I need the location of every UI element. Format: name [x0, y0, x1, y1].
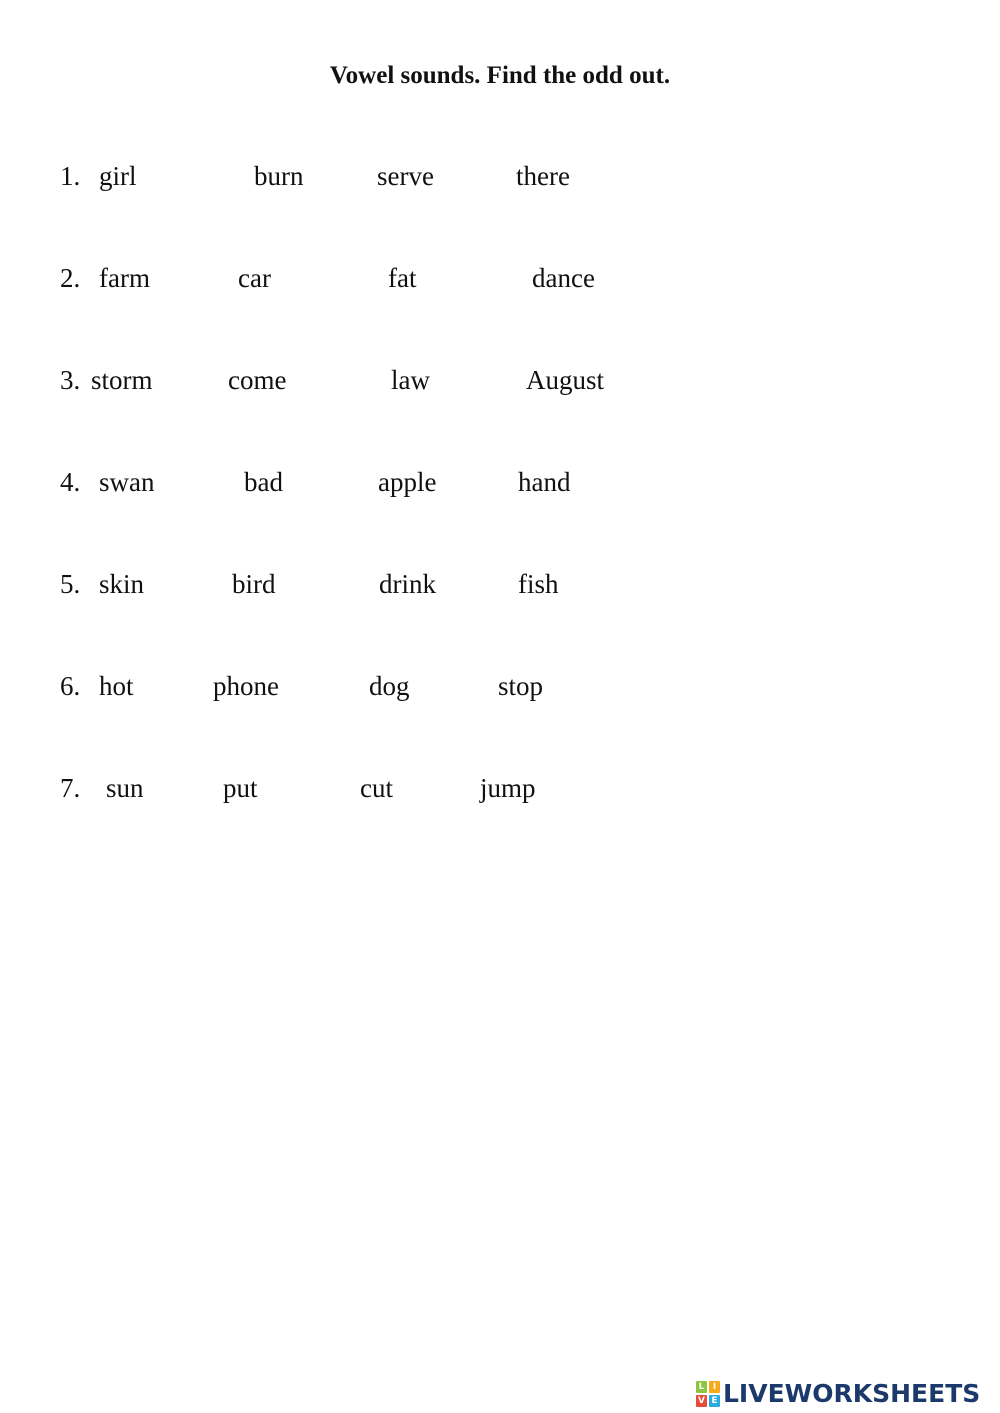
question-row — [0, 362, 1000, 398]
word-option: farm — [99, 263, 150, 293]
question-row — [0, 260, 1000, 296]
word-option: storm — [91, 365, 153, 395]
logo-tile-e: E — [709, 1395, 720, 1407]
logo-tile-v: V — [696, 1395, 707, 1407]
word-option: come — [228, 365, 287, 395]
question-number: 3. — [60, 365, 81, 395]
word-option: dog — [369, 671, 410, 701]
word-option: law — [391, 365, 430, 395]
word-option: car — [238, 263, 271, 293]
logo-tile-i: I — [709, 1381, 720, 1393]
question-row — [0, 566, 1000, 602]
question-number: 6. — [60, 671, 81, 701]
liveworksheets-watermark — [696, 1379, 980, 1409]
word-option: put — [223, 773, 258, 803]
word-option: bird — [232, 569, 276, 599]
word-option: fish — [518, 569, 559, 599]
word-option: swan — [99, 467, 155, 497]
word-option: bad — [244, 467, 283, 497]
word-option: stop — [498, 671, 544, 701]
question-row — [0, 464, 1000, 500]
word-option: August — [526, 365, 605, 395]
brand-name: LIVEWORKSHEETS — [723, 1379, 981, 1408]
word-option: skin — [99, 569, 145, 599]
word-option: dance — [532, 263, 595, 293]
worksheet-title: Vowel sounds. Find the odd out. — [329, 62, 671, 89]
question-number: 4. — [60, 467, 81, 497]
word-option: cut — [360, 773, 393, 803]
word-option: hot — [99, 671, 134, 701]
logo-tile-l: L — [696, 1381, 707, 1393]
word-option: fat — [388, 263, 417, 293]
word-option: apple — [378, 467, 437, 497]
word-option: drink — [379, 569, 436, 599]
question-row — [0, 668, 1000, 704]
word-option: girl — [99, 161, 137, 191]
question-number: 1. — [60, 161, 81, 191]
question-number: 7. — [60, 773, 81, 803]
question-number: 5. — [60, 569, 81, 599]
question-row — [0, 158, 1000, 194]
question-row — [0, 770, 1000, 806]
word-option: burn — [254, 161, 304, 191]
word-option: phone — [213, 671, 279, 701]
question-number: 2. — [60, 263, 81, 293]
word-option: serve — [377, 161, 434, 191]
word-option: hand — [518, 467, 571, 497]
word-option: there — [516, 161, 570, 191]
word-option: sun — [106, 773, 144, 803]
word-option: jump — [480, 773, 536, 803]
liveworksheets-logo-icon — [696, 1381, 720, 1407]
